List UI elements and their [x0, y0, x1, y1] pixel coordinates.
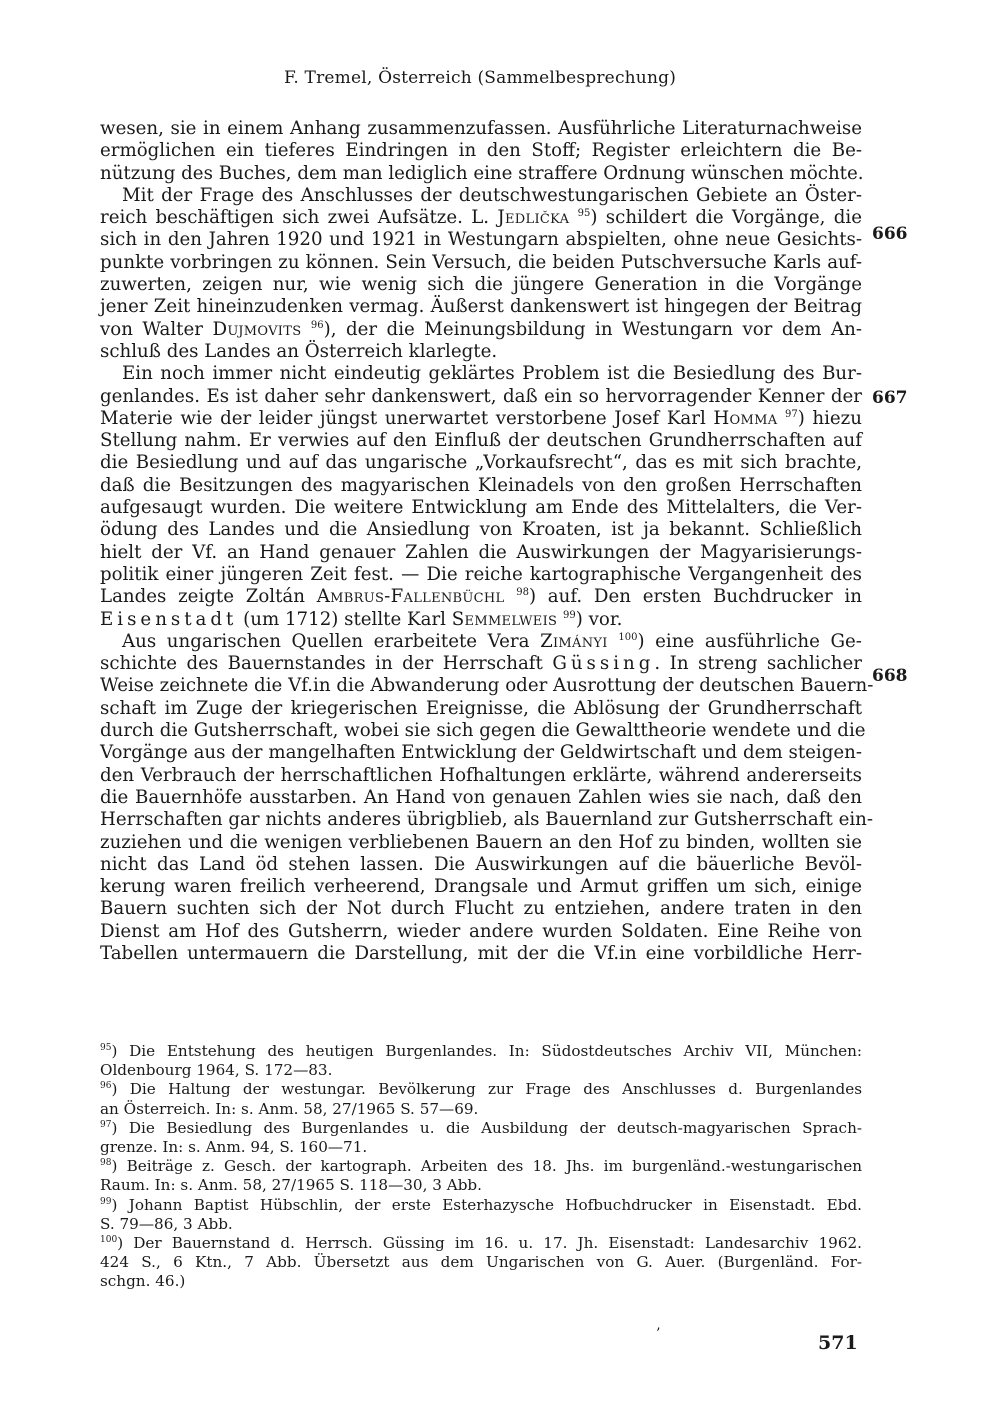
footnote-text: Raum. In: s. Anm. 58, 27/1965 S. 118—30, 3 Abb.: [100, 1176, 482, 1195]
text-line: Vorgänge aus der mangelhaften Entwicklung der Geldwirtschaft und dem steigen-: [100, 742, 862, 764]
footnote-ref: 100: [618, 631, 638, 643]
footnote-text: Beiträge z. Gesch. der kartograph. Arbeiten des 18. Jhs. im burgenländ.-westungarischen: [126, 1157, 862, 1176]
text-line: politik einer jüngeren Zeit fest. — Die reiche kartographische Vergangenheit des: [100, 563, 862, 585]
paragraph-3: [100, 363, 862, 631]
footnote-text: schgn. 46.): [100, 1272, 186, 1291]
text-line: Bauern suchten sich der Not durch Flucht zu entziehen, andere traten in den: [100, 898, 862, 920]
footnote-text: Der Bauernstand d. Herrsch. Güssing im 16. u. 17. Jh. Eisenstadt: Landesarchiv 1962.: [133, 1234, 862, 1253]
text-line: aufgesaugt wurden. Die weitere Entwicklung am Ende des Mittelalters, die Ver-: [100, 497, 862, 519]
text-line: Ein noch immer nicht eindeutig geklärtes Problem ist die Besiedlung des Bur-: [122, 363, 862, 385]
footnote-text: Die Haltung der westungar. Bevölkerung zur Frage des Anschlusses d. Burgenlandes: [129, 1080, 863, 1099]
footnotes: [100, 1042, 862, 1292]
paragraph-4: [100, 630, 874, 965]
text-line: Stellung nahm. Er verwies auf den Einfluß der deutschen Grundherrschaften auf: [100, 430, 862, 452]
author-name: Homma: [713, 407, 778, 429]
text-fragment: von Walter: [100, 318, 203, 340]
text-fragment: ), der die Meinungsbildung in Westungarn vor dem An-: [323, 318, 862, 340]
footnote-text: 424 S., 6 Ktn., 7 Abb. Übersetzt aus dem Ungarischen von G. Auer. (Burgenländ. For-: [100, 1253, 862, 1272]
text-line: Tabellen untermauern die Darstellung, mit der die Vf.in eine vorbildliche Herr-: [100, 942, 862, 964]
running-head: F. Tremel, Österreich (Sammelbesprechung): [283, 68, 677, 88]
text-fragment: Materie wie der leider jüngst unerwartet verstorbene Josef Karl: [100, 407, 706, 429]
text-line: kerung waren freilich verheerend, Drangsale und Armut griffen um sich, einige: [100, 876, 862, 898]
footnote-text: Die Entstehung des heutigen Burgenlandes. In: Südostdeutsches Archiv VII, München:: [129, 1042, 862, 1060]
text-line: hielt der Vf. an Hand genauer Zahlen die Auswirkungen der Magyarisierungs-: [100, 541, 862, 563]
margin-number-668: 668: [872, 666, 908, 686]
stray-mark: ’: [656, 1326, 661, 1342]
text-line: die Bauernhöfe ausstarben. An Hand von genauen Zahlen wies sie nach, daß den: [100, 786, 862, 808]
footnote-text: Oldenbourg 1964, S. 172—83.: [100, 1061, 333, 1080]
text-fragment: ) eine ausführliche Ge-: [637, 630, 862, 652]
paragraph-2: [100, 185, 862, 363]
text-line: wesen, sie in einem Anhang zusammenzufassen. Ausführliche Literaturnachweise: [100, 118, 862, 139]
text-line: ödung des Landes und die Ansiedlung von Kroaten, ist ja bekannt. Schließlich: [100, 519, 862, 541]
text-line: schluß des Landes an Österreich klarlegte.: [100, 340, 498, 362]
author-name: Ambrus-Fallenbüchl: [316, 586, 505, 608]
page-number: 571: [818, 1332, 858, 1354]
text-line: Mit der Frage des Anschlusses der deutschwestungarischen Gebiete an Öster-: [122, 184, 862, 206]
text-line: nützung des Buches, dem man lediglich eine straffere Ordnung wünschen möchte.: [100, 162, 864, 184]
text-line: schaft im Zuge der kriegerischen Ereignisse, die Ablösung der Grundherrschaft: [100, 697, 862, 719]
margin-number-666: 666: [872, 224, 908, 244]
text-fragment: . In streng sachlicher: [654, 653, 862, 675]
footnote-number: 98: [100, 1158, 112, 1169]
text-line: punkte vorbringen zu können. Sein Versuch, die beiden Putschversuche Karls auf-: [100, 251, 862, 273]
text-fragment: Landes zeigte Zoltán: [100, 586, 305, 608]
text-line: zuwerten, zeigen nur, wie wenig sich die jüngere Generation in die Vorgänge: [100, 274, 862, 296]
text-line: Dienst am Hof des Gutsherrn, wieder andere wurden Soldaten. Eine Reihe von: [100, 920, 862, 942]
text-line: [100, 609, 862, 631]
text-line: Weise zeichnete die Vf.in die Abwanderung oder Ausrottung der deutschen Bauern-: [100, 675, 874, 697]
footnote-text: Die Besiedlung des Burgenlandes u. die Ausbildung der deutsch-magyarischen Sprach-: [128, 1118, 862, 1137]
author-name: Zimányi: [540, 630, 608, 652]
text-fragment: ) vor.: [575, 608, 623, 630]
place-name: Güssing: [552, 653, 655, 675]
text-line: durch die Gutsherrschaft, wobei sie sich gegen die Gewalttheorie wendete und die: [100, 720, 866, 742]
text-line: Herrschaften gar nichts anderes übrigblieb, als Bauernland zur Gutsherrschaft ein-: [100, 809, 874, 831]
footnote-ref: 95: [577, 208, 591, 220]
footnote-number: 96: [100, 1081, 112, 1092]
footnote-ref: 97: [784, 408, 798, 420]
text-line: sich in den Jahren 1920 und 1921 in Westungarn abspielten, ohne neue Gesichts-: [100, 229, 862, 251]
text-fragment: ) schildert die Vorgänge, die: [590, 207, 862, 229]
footnote-number: 100: [100, 1234, 118, 1245]
text-line: daß die Besitzungen des magyarischen Kleinadels von den großen Herrschaften: [100, 474, 862, 496]
text-line: [100, 586, 862, 608]
text-line: [100, 408, 862, 430]
footnote-number: 99: [100, 1196, 112, 1207]
footnote-ref: 98: [516, 587, 529, 599]
footnote-text: Johann Baptist Hübschlin, der erste Esterhazysche Hofbuchdrucker in Eisenstadt. Ebd.: [128, 1195, 862, 1214]
author-name: Semmelweis: [451, 608, 558, 630]
text-line: jener Zeit hineinzudenken vermag. Äußerst dankenswert ist hingegen der Beitrag: [100, 296, 862, 318]
footnote-96: $^{96}$) Die Haltung der westungar. Bevölkerung zur Frage des Anschlusses d. Burgenlandes an Österreich. In: s. Anm. 58, 27/1965 S. 57—69.: [100, 1080, 863, 1118]
text-fragment: schichte des Bauernstandes in der Herrschaft: [100, 653, 543, 675]
footnote-text: grenze. In: s. Anm. 94, S. 160—71.: [100, 1138, 368, 1157]
author-name: Dujmovits: [212, 318, 302, 340]
text-line: [100, 653, 862, 675]
footnote-95: $^{95}$) Die Entstehung des heutigen Burgenlandes. In: Südostdeutsches Archiv VII, München: Oldenbourg 1964, S. 172—83.: [100, 1042, 862, 1080]
text-line: ermöglichen ein tieferes Eindringen in den Stoff; Register erleichtern die Be-: [100, 140, 862, 162]
text-line: [100, 207, 862, 229]
footnote-text: an Österreich. In: s. Anm. 58, 27/1965 S. 57—69.: [100, 1099, 479, 1118]
text-line: zuziehen und die wenigen verbliebenen Bauern an den Hof zu binden, wollten sie: [100, 831, 862, 853]
text-line: den Verbrauch der herrschaftlichen Hofhaltungen erklärte, während andererseits: [100, 764, 862, 786]
body-text: [100, 118, 874, 965]
footnote-ref: 99: [563, 609, 576, 621]
footnote-100: $^{100}$) Der Bauernstand d. Herrsch. Güssing im 16. u. 17. Jh. Eisenstadt: Landesarchiv 1962. 424 S., 6 Ktn., 7 Abb. Übersetzt aus dem Ungarischen von G. Auer. (Burgenländ. For- schgn. 46.): [100, 1234, 862, 1291]
text-line: genlandes. Es ist daher sehr dankenswert, daß ein so hervorragender Kenner der: [100, 385, 862, 407]
place-name: Eisenstadt: [100, 608, 238, 630]
text-fragment: ) hiezu: [797, 407, 862, 429]
footnote-ref: 96: [310, 319, 324, 331]
footnote-99: $^{99}$) Johann Baptist Hübschlin, der erste Esterhazysche Hofbuchdrucker in Eisenstadt. Ebd. S. 79—86, 3 Abb.: [100, 1195, 862, 1233]
paragraph-1: [100, 118, 862, 185]
footnote-number: 95: [100, 1042, 112, 1053]
author-name: Jedlička: [497, 207, 570, 229]
text-fragment: Aus ungarischen Quellen erarbeitete Vera: [122, 630, 530, 652]
text-line: nicht das Land öd stehen lassen. Die Auswirkungen auf die bäuerliche Bevöl-: [100, 853, 862, 875]
footnote-97: $^{97}$) Die Besiedlung des Burgenlandes u. die Ausbildung der deutsch-magyarischen Sprach- grenze. In: s. Anm. 94, S. 160—71.: [100, 1118, 862, 1157]
text-fragment: (um 1712) stellte Karl: [243, 608, 446, 630]
text-fragment: reich beschäftigen sich zwei Aufsätze. L.: [100, 207, 490, 229]
text-line: [100, 319, 862, 341]
text-fragment: ) auf. Den ersten Buchdrucker in: [528, 586, 862, 608]
text-line: die Besiedlung und auf das ungarische „Vorkaufsrecht“, das es mit sich brachte,: [100, 452, 862, 474]
footnote-98: $^{98}$) Beiträge z. Gesch. der kartograph. Arbeiten des 18. Jhs. im burgenländ.-westungarischen Raum. In: s. Anm. 58, 27/1965 S. 118—30, 3 Abb.: [100, 1157, 862, 1195]
margin-number-667: 667: [872, 388, 908, 408]
footnote-number: 97: [100, 1119, 112, 1130]
text-line: [100, 631, 862, 653]
footnote-text: S. 79—86, 3 Abb.: [100, 1214, 233, 1233]
